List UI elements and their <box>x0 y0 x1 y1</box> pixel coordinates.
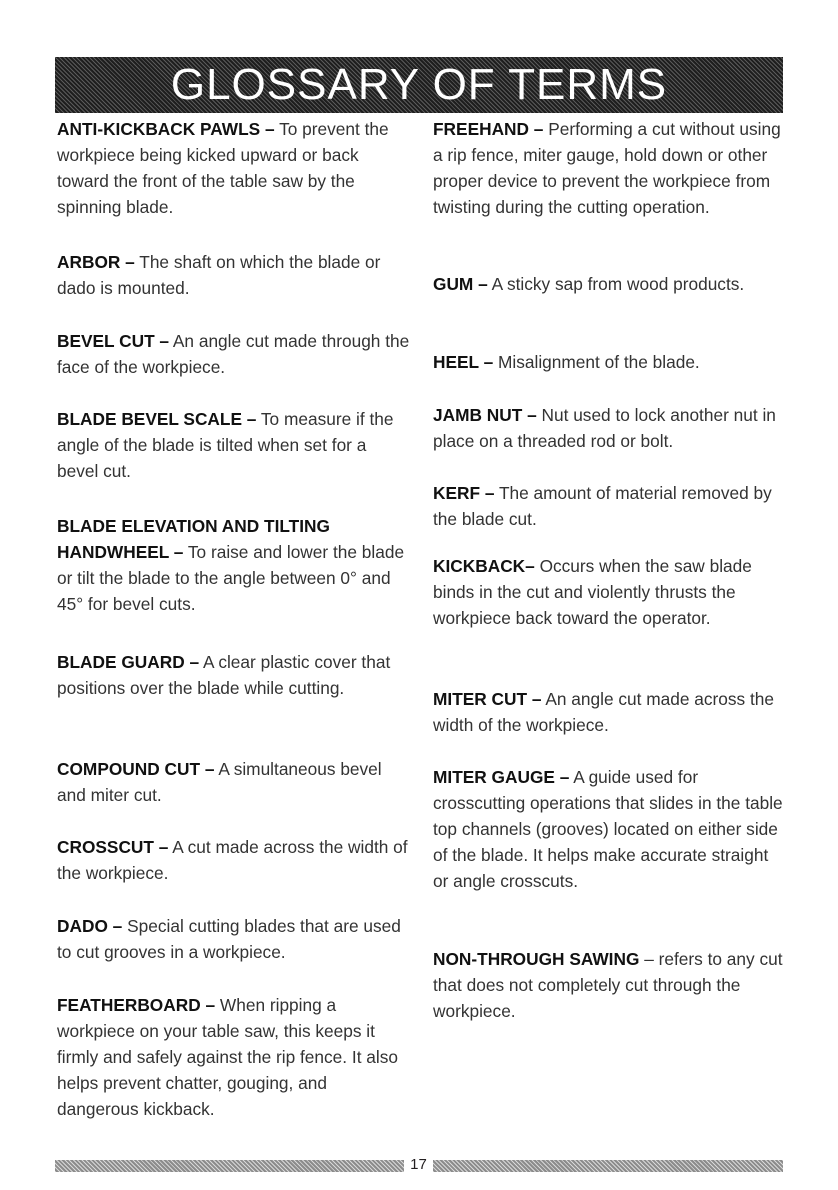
glossary-entry <box>433 946 788 1024</box>
glossary-term: MITER CUT – <box>433 689 542 709</box>
glossary-definition: Nut used to lock another nut in place on a threaded rod or bolt. <box>433 405 776 451</box>
glossary-entry <box>433 349 788 375</box>
glossary-definition: Special cutting blades that are used to cut grooves in a workpiece. <box>57 916 401 962</box>
glossary-definition: The amount of material removed by the blade cut. <box>433 483 772 529</box>
glossary-definition: Performing a cut without using a rip fence, miter gauge, hold down or other proper device to prevent the workpiece from twisting during the cutting operation. <box>433 119 781 217</box>
glossary-entry <box>57 649 412 701</box>
glossary-term: COMPOUND CUT – <box>57 759 215 779</box>
glossary-definition: Occurs when the saw blade binds in the cut and violently thrusts the workpiece back toward the operator. <box>433 556 752 628</box>
footer-rule-left <box>55 1160 404 1172</box>
glossary-term: MITER GAUGE – <box>433 767 570 787</box>
glossary-definition: – refers to any cut that does not completely cut through the workpiece. <box>433 949 783 1021</box>
glossary-definition: A guide used for crosscutting operations that slides in the table top channels (grooves) located on either side of the blade. It helps make accurate straight or angle crosscuts. <box>433 767 783 891</box>
page-title: GLOSSARY OF TERMS <box>170 60 668 109</box>
glossary-entry <box>57 406 412 484</box>
glossary-entry <box>433 116 788 220</box>
glossary-definition: An angle cut made through the face of the workpiece. <box>57 331 410 377</box>
glossary-term: JAMB NUT – <box>433 405 537 425</box>
glossary-definition: The shaft on which the blade or dado is mounted. <box>57 252 381 298</box>
glossary-entry <box>57 328 412 380</box>
glossary-entry <box>57 913 412 965</box>
glossary-definition: A sticky sap from wood products. <box>487 274 745 294</box>
glossary-definition: To measure if the angle of the blade is tilted when set for a bevel cut. <box>57 409 394 481</box>
glossary-term: BLADE GUARD – <box>57 652 200 672</box>
page-number: 17 <box>410 1156 427 1173</box>
glossary-entry <box>57 249 412 301</box>
glossary-term: ANTI-KICKBACK PAWLS – <box>57 119 275 139</box>
glossary-definition: Misalignment of the blade. <box>493 352 700 372</box>
glossary-term: BEVEL CUT – <box>57 331 170 351</box>
glossary-definition: To raise and lower the blade or tilt the blade to the angle between 0° and 45° for bevel cuts. <box>57 542 405 614</box>
glossary-term: BLADE ELEVATION AND TILTING HANDWHEEL – <box>57 516 330 562</box>
glossary-entry <box>433 271 788 297</box>
glossary-definition: To prevent the workpiece being kicked upward or back toward the front of the table saw by the spinning blade. <box>57 119 389 217</box>
glossary-term: FEATHERBOARD – <box>57 995 216 1015</box>
glossary-entry <box>57 992 412 1122</box>
glossary-term: CROSSCUT – <box>57 837 169 857</box>
glossary-definition: A clear plastic cover that positions over the blade while cutting. <box>57 652 391 698</box>
glossary-term: KERF – <box>433 483 495 503</box>
glossary-term: DADO – <box>57 916 123 936</box>
glossary-entry <box>57 834 412 886</box>
glossary-definition: When ripping a workpiece on your table saw, this keeps it firmly and safely against the rip fence. It also helps prevent chatter, gouging, and dangerous kickback. <box>57 995 398 1119</box>
glossary-entry <box>433 764 788 894</box>
glossary-term: FREEHAND – <box>433 119 544 139</box>
glossary-term: KICKBACK– <box>433 556 535 576</box>
glossary-entry <box>433 553 788 631</box>
glossary-entry <box>57 513 412 617</box>
footer-rule-right <box>433 1160 783 1172</box>
glossary-term: GUM – <box>433 274 488 294</box>
glossary-definition: A simultaneous bevel and miter cut. <box>57 759 382 805</box>
glossary-definition: A cut made across the width of the workpiece. <box>57 837 408 883</box>
glossary-entry <box>433 480 788 532</box>
glossary-term: ARBOR – <box>57 252 135 272</box>
glossary-definition: An angle cut made across the width of the workpiece. <box>433 689 774 735</box>
glossary-entry <box>57 756 412 808</box>
title-banner <box>55 57 783 113</box>
glossary-entry <box>433 686 788 738</box>
glossary-entry <box>433 402 788 454</box>
glossary-term: NON-THROUGH SAWING <box>433 949 640 969</box>
glossary-entry <box>57 116 412 220</box>
glossary-term: BLADE BEVEL SCALE – <box>57 409 257 429</box>
glossary-term: HEEL – <box>433 352 494 372</box>
